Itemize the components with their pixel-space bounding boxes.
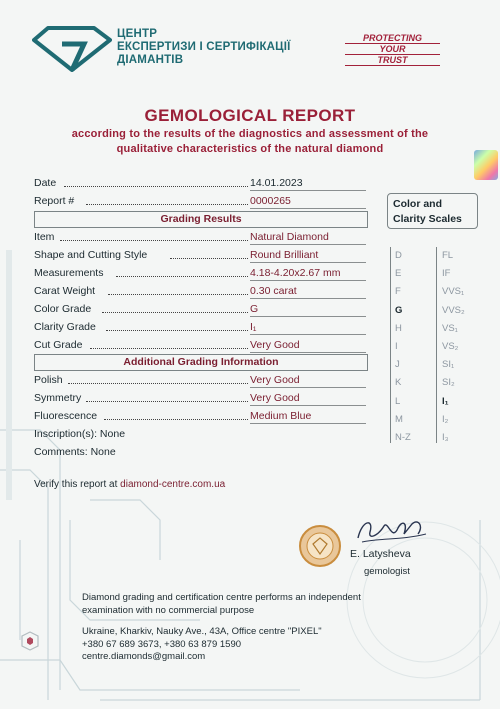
official-seal-icon xyxy=(298,524,342,568)
clarity-scale-item: VVS₂ xyxy=(442,304,465,316)
date-row xyxy=(34,175,366,191)
footer-contacts xyxy=(82,626,322,664)
grading-row: Color Grade G xyxy=(34,301,366,317)
report-subtitle: according to the results of the diagnostics and assessment of the qualitative characteristics of the natural diamond xyxy=(71,128,429,155)
scales-header: Color and Clarity Scales xyxy=(387,193,478,229)
clarity-scale-item: VVS₁ xyxy=(442,286,465,298)
gemologist-role: gemologist xyxy=(364,566,410,577)
gemologist-name: E. Latysheva xyxy=(350,548,411,560)
clarity-scale-item: SI₁ xyxy=(442,359,455,371)
clarity-scale-item: I₂ xyxy=(442,413,449,425)
color-scale-item: D xyxy=(395,250,402,261)
clarity-scale-item: IF xyxy=(442,268,451,280)
phones: +380 67 689 3673, +380 63 879 1590 xyxy=(82,638,242,650)
slogan: PROTECTING YOUR TRUST xyxy=(345,33,440,66)
report-number-value: 0000265 xyxy=(250,195,291,207)
color-scale-item: F xyxy=(395,286,401,298)
color-scale-item: I xyxy=(395,341,398,352)
grading-row: Carat Weight 0.30 carat xyxy=(34,283,366,299)
grading-row: Measurements 4.18-4.20x2.67 mm xyxy=(34,265,366,281)
grading-row: Clarity Grade I₁ xyxy=(34,319,366,335)
additional-row: Polish Very Good xyxy=(34,372,366,388)
color-scale-item: J xyxy=(395,359,400,371)
clarity-scale-item: FL xyxy=(442,250,454,261)
diamond-logo-icon xyxy=(32,26,112,72)
grading-row: Cut Grade Very Good xyxy=(34,337,366,353)
comments: Comments: None xyxy=(34,446,116,458)
verify-url[interactable]: diamond-centre.com.ua xyxy=(120,479,226,490)
clarity-scale-item: I₁ xyxy=(442,395,449,407)
clarity-scale-item: I₃ xyxy=(442,432,449,443)
email[interactable]: centre.diamonds@gmail.com xyxy=(82,651,206,662)
color-scale-item: N-Z xyxy=(395,432,411,443)
additional-row: Fluorescence Medium Blue xyxy=(34,408,366,424)
date-value: 14.01.2023 xyxy=(250,177,303,189)
grading-results-header: Grading Results xyxy=(34,211,368,228)
inscription: Inscription(s): None xyxy=(34,428,126,440)
verify-text: Verify this report at diamond-centre.com.ua xyxy=(34,479,226,490)
clarity-scale-item: SI₂ xyxy=(442,377,455,389)
additional-info-header: Additional Grading Information xyxy=(34,354,368,371)
report-title: GEMOLOGICAL REPORT xyxy=(144,106,356,125)
color-scale-item: E xyxy=(395,268,402,280)
clarity-scale-item: VS₂ xyxy=(442,341,459,352)
color-scale-item: K xyxy=(395,377,402,389)
color-scale-item: G xyxy=(395,304,403,316)
date-label: Date xyxy=(34,177,57,189)
color-scale-item: H xyxy=(395,322,402,334)
grading-row: Shape and Cutting Style Round Brilliant xyxy=(34,247,366,263)
footer-disclaimer: Diamond grading and certification centre performs an independent examination with no commercial purpose xyxy=(82,592,361,616)
clarity-scale-item: VS₁ xyxy=(442,322,458,334)
grading-row: Item Natural Diamond xyxy=(34,229,366,245)
address: Ukraine, Kharkiv, Nauky Ave., 43A, Office centre "PIXEL" xyxy=(82,626,322,637)
additional-row: Symmetry Very Good xyxy=(34,390,366,406)
organization-name: ЦЕНТР ЕКСПЕРТИЗИ І СЕРТИФІКАЦІЇ ДІАМАНТІВ xyxy=(117,28,291,66)
report-number-row xyxy=(34,193,366,209)
color-scale-item: M xyxy=(395,413,403,425)
gemologist-signature xyxy=(352,512,432,550)
report-number-label: Report # xyxy=(34,195,75,207)
color-scale-item: L xyxy=(395,395,401,407)
